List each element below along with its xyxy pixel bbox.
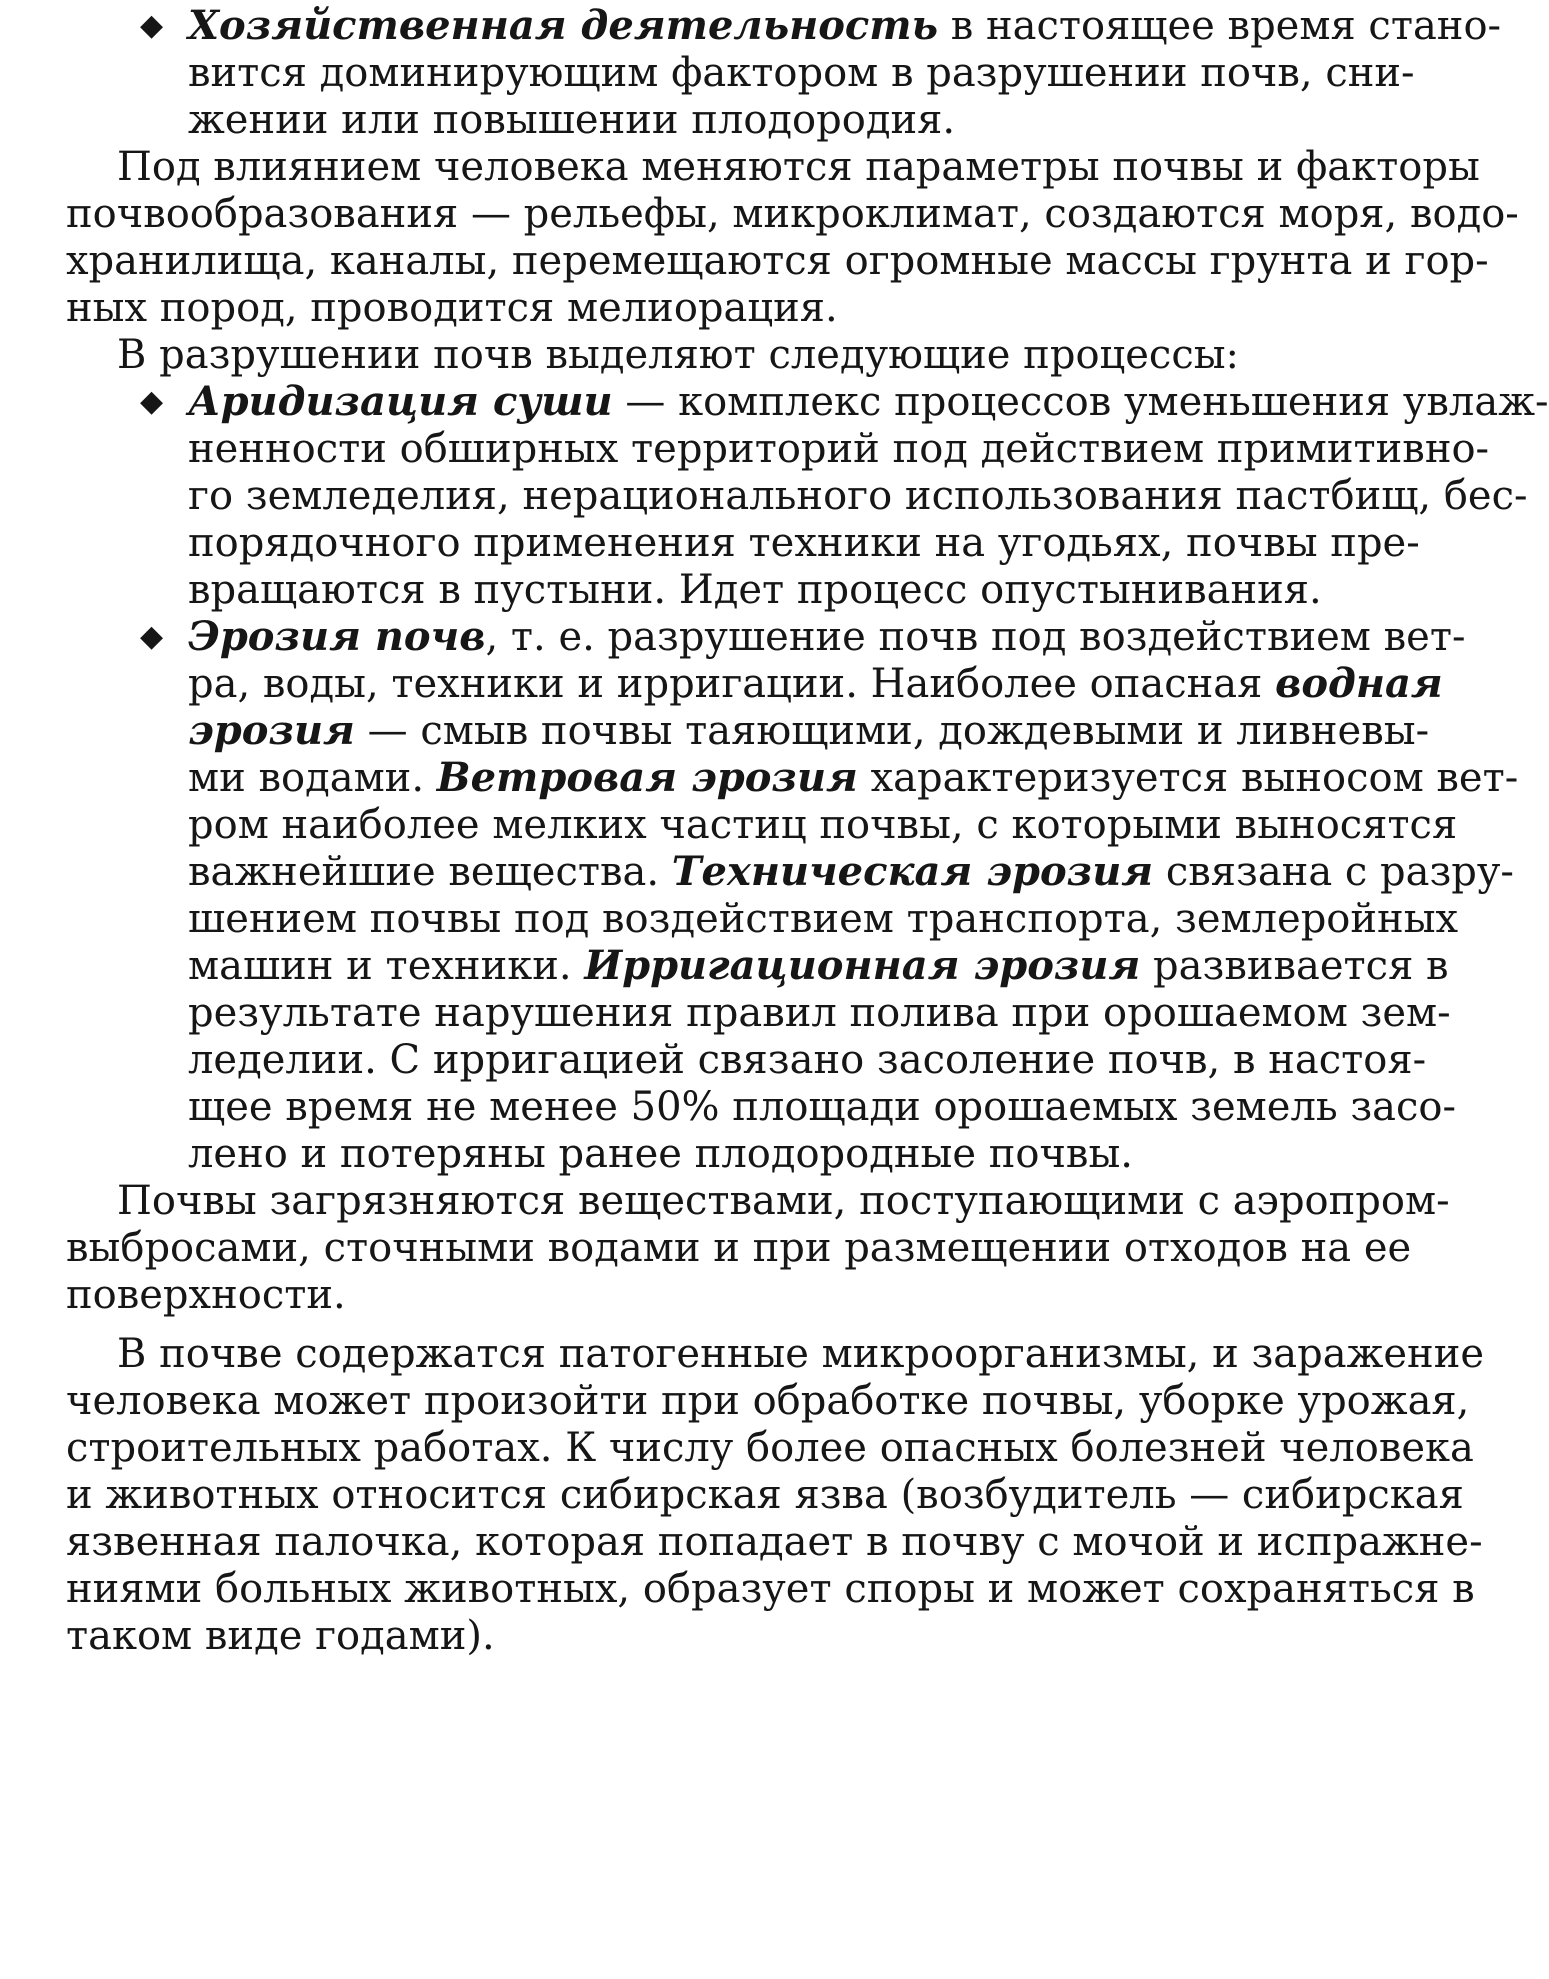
term-highlight: Эрозия почв — [188, 613, 486, 660]
bullet-diamond-icon: ◆ — [140, 384, 164, 419]
term-highlight: Ветровая эрозия — [436, 754, 858, 801]
text-line: язвенная палочка, которая попадает в почву с мочой и испражне- — [66, 1519, 1483, 1565]
text-line: строительных работах. К числу более опасных болезней человека — [66, 1425, 1474, 1471]
term-highlight: Хозяйственная деятельность — [188, 2, 938, 49]
text-line: Под влиянием человека меняются параметры почвы и факторы — [117, 144, 1480, 190]
text-line: ми водами. Ветровая эрозия характеризуется выносом вет- — [188, 754, 1519, 801]
text-line: почвообразования — рельефы, микроклимат, создаются моря, водо- — [66, 191, 1519, 237]
text-line: важнейшие вещества. Техническая эрозия связана с разру- — [188, 848, 1514, 895]
text-line: Хозяйственная деятельность в настоящее время стано- — [188, 2, 1502, 49]
text-line: го земледелия, нерационального использования пастбищ, бес- — [188, 473, 1528, 519]
text-line: Аридизация суши — комплекс процессов уменьшения увлаж- — [188, 378, 1549, 425]
text-line: человека может произойти при обработке почвы, уборке урожая, — [66, 1378, 1470, 1424]
text-line: эрозия — смыв почвы таяющими, дождевыми и ливневы- — [188, 707, 1430, 754]
text-line: ра, воды, техники и ирригации. Наиболее опасная водная — [188, 660, 1443, 707]
term-highlight: Техническая эрозия — [671, 848, 1154, 895]
text-line: вится доминирующим фактором в разрушении почв, сни- — [188, 50, 1415, 96]
text-line: порядочного применения техники на угодьях, почвы пре- — [188, 520, 1420, 566]
text-line: жении или повышении плодородия. — [188, 97, 956, 143]
text-line: поверхности. — [66, 1272, 346, 1318]
term-highlight: Аридизация суши — [188, 378, 613, 425]
text-line: ных пород, проводится мелиорация. — [66, 285, 838, 331]
text-line: ненности обширных территорий под действием примитивно- — [188, 426, 1490, 472]
text-line: вращаются в пустыни. Идет процесс опустынивания. — [188, 567, 1322, 613]
text-line: ниями больных животных, образует споры и может сохраняться в — [66, 1566, 1475, 1612]
text-line: ром наиболее мелких частиц почвы, с которыми выносятся — [188, 802, 1458, 848]
text-line: леделии. С ирригацией связано засоление почв, в настоя- — [188, 1037, 1427, 1083]
term-highlight: эрозия — [188, 707, 355, 754]
text-line: Почвы загрязняются веществами, поступающими с аэропром- — [117, 1178, 1450, 1224]
text-line: выбросами, сточными водами и при размещении отходов на ее — [66, 1225, 1412, 1271]
text-line: шением почвы под воздействием транспорта, землеройных — [188, 896, 1459, 942]
text-line: и животных относится сибирская язва (возбудитель — сибирская — [66, 1472, 1464, 1518]
text-line: лено и потеряны ранее плодородные почвы. — [188, 1131, 1133, 1177]
text-line: результате нарушения правил полива при орошаемом зем- — [188, 990, 1451, 1036]
text-line: машин и техники. Ирригационная эрозия развивается в — [188, 942, 1449, 989]
text-line: В разрушении почв выделяют следующие процессы: — [117, 332, 1240, 378]
text-line: щее время не менее 50% площади орошаемых земель засо- — [188, 1084, 1457, 1130]
bullet-diamond-icon: ◆ — [140, 8, 164, 43]
term-highlight: Ирригационная эрозия — [584, 942, 1141, 989]
term-highlight: водная — [1275, 660, 1443, 707]
text-line: Эрозия почв, т. е. разрушение почв под воздействием вет- — [188, 613, 1466, 660]
text-line: В почве содержатся патогенные микроорганизмы, и заражение — [117, 1331, 1485, 1377]
bullet-diamond-icon: ◆ — [140, 619, 164, 654]
text-line: таком виде годами). — [66, 1613, 495, 1659]
text-line: хранилища, каналы, перемещаются огромные массы грунта и гор- — [66, 238, 1489, 284]
